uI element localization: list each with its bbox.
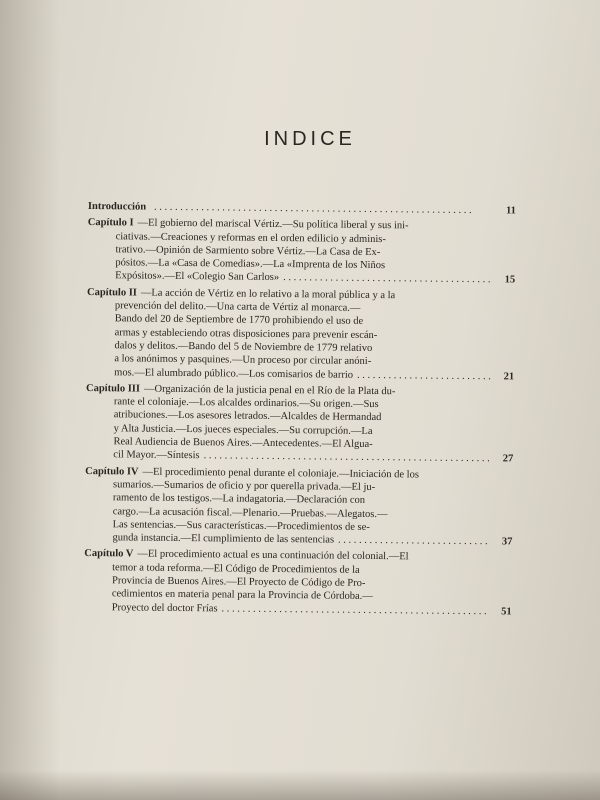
leader-dots: [154, 201, 494, 218]
toc-line-text: —Organización de la justicia penal en el Río de la Plata du-: [143, 383, 396, 398]
leader-dots: [357, 368, 492, 383]
page-edge-shadow: [0, 770, 600, 800]
toc-line-text: Provincia de Buenos Aires.—El Proyecto de Código de Pro-: [111, 575, 366, 589]
page-number: 37: [501, 536, 513, 548]
toc-line-text: armas y estableciendo otras disposiciones para prevenir escán-: [114, 326, 378, 341]
chapter-label: Introducción: [87, 200, 147, 213]
chapter-label: Capítulo II: [86, 286, 137, 299]
toc-line-text: Las sentencias.—Sus características.—Procedimientos de se-: [112, 519, 370, 533]
page-title: INDICE: [264, 128, 356, 150]
toc-line-text: prevención del delito.—Una carta de Vértiz al monarca.—: [114, 300, 361, 314]
page-number: 11: [505, 205, 516, 217]
toc-line-text: trativo.—Opinión de Sarmiento sobre Vértiz.—La Casa de Ex-: [115, 244, 381, 258]
toc-line-text: cargo.—La acusación fiscal.—Plenario.—Pruebas.—Alegatos.—: [112, 505, 388, 520]
toc-line-text: Bando del 20 de Septiembre de 1770 prohibiendo el uso de: [114, 313, 364, 328]
toc-line-text: ramento de los testigos.—La indagatoria.—Declaración con: [112, 492, 366, 507]
leader-dots: [222, 602, 490, 618]
toc-line-text: Proyecto del doctor Frías: [111, 601, 218, 614]
toc-line-text: Real Audiencia de Buenos Aires.—Antecedentes.—El Algua-: [113, 436, 373, 451]
table-of-contents: [84, 200, 516, 621]
toc-entry: [87, 216, 516, 287]
toc-line-text: Expósitos».—El «Colegio San Carlos»: [115, 270, 280, 284]
toc-line-text: rante el coloniaje.—Los alcaldes ordinarios.—Su origen.—Sus: [113, 396, 379, 411]
page-number: 21: [503, 370, 515, 383]
page-number: 51: [501, 605, 512, 618]
toc-line-text: —El procedimiento penal durante el coloniaje.—Iniciación de los: [142, 466, 419, 481]
toc-line-text: y Alta Justicia.—Los jueces especiales.—Su corrupción.—La: [113, 423, 373, 437]
leader-dots: [204, 450, 492, 466]
toc-line-text: ciativas.—Creaciones y reformas en el orden edilicio y adminis-: [115, 230, 386, 245]
toc-line: [88, 200, 516, 218]
toc-line-text: —El gobierno del mariscal Vértiz.—Su política liberal y sus ini-: [137, 217, 409, 232]
toc-line-text: cil Mayor.—Síntesis: [113, 449, 200, 462]
page-number: 27: [502, 453, 514, 465]
chapter-label: Capítulo V: [84, 548, 134, 560]
toc-line-text: gunda instancia.—El cumplimiento de las sentencias: [112, 532, 335, 546]
toc-line-text: mos.—El alumbrado público.—Los comisarios de barrio: [114, 366, 354, 381]
toc-line-text: pósitos.—La «Casa de Comedias».—La «Imprenta de los Niños: [115, 257, 386, 272]
toc-line-text: atribuciones.—Los asesores letrados.—Alcaldes de Hermandad: [113, 409, 382, 424]
toc-entry: [86, 286, 515, 384]
chapter-label: Capítulo IV: [85, 465, 139, 478]
toc-line-text: dalos y delitos.—Bando del 5 de Noviembre de 1779 relativo: [114, 340, 373, 354]
toc-entry: [88, 200, 516, 218]
toc-line-text: —El procedimiento actual es una continuación del colonial.—El: [137, 548, 409, 563]
toc-line-text: sumarios.—Sumarios de oficio y por querella privada.—El ju-: [112, 479, 376, 493]
chapter-label: Capítulo I: [87, 217, 134, 229]
toc-line-text: —La acción de Vértiz en lo relativo a la moral pública y a la: [140, 287, 396, 302]
toc-entry: [84, 547, 513, 618]
leader-dots: [283, 272, 493, 287]
gutter-shadow: [0, 0, 60, 800]
toc-entry: [85, 382, 514, 466]
toc-line-text: temor a toda reforma.—El Código de Procedimientos de la: [112, 561, 360, 576]
chapter-label: Capítulo III: [85, 382, 141, 395]
toc-line-text: a los anónimos y pasquines.—Un proceso por circular anóni-: [114, 353, 372, 368]
leader-dots: [338, 534, 491, 549]
toc-line-text: cedimientos en materia penal para la Provincia de Córdoba.—: [111, 588, 373, 603]
toc-entry: [84, 465, 513, 549]
page-number: 15: [504, 274, 516, 286]
